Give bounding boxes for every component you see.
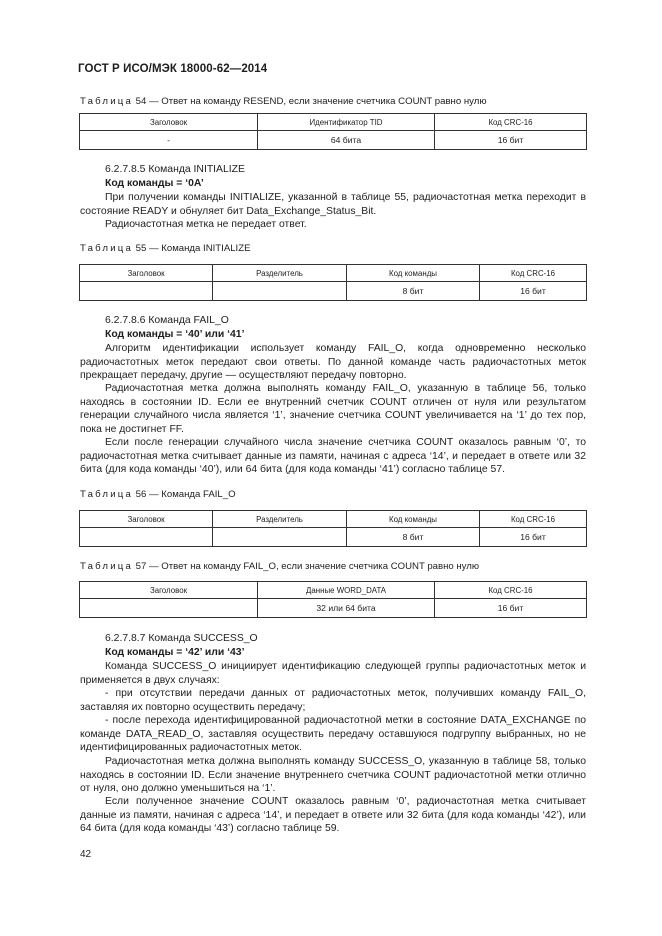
paragraph: - при отсутствии передачи данных от радиочастотных меток, получивших команду FAIL_O, заставляя их повторно осуществить передачу; bbox=[80, 688, 586, 713]
table-54 bbox=[79, 113, 587, 150]
table-cell bbox=[80, 528, 213, 547]
paragraph: Радиочастотная метка не передает ответ. bbox=[105, 219, 307, 230]
header-cell: Идентификатор TID bbox=[258, 114, 435, 131]
table-cell: 32 или 64 бита bbox=[258, 599, 435, 618]
command-code: Код команды = ‘0A’ bbox=[105, 178, 204, 189]
header-cell: Заголовок bbox=[80, 265, 213, 282]
table-cell bbox=[80, 599, 258, 618]
table-row bbox=[80, 282, 587, 301]
header-cell: Разделитель bbox=[213, 265, 347, 282]
header-cell: Данные WORD_DATA bbox=[258, 582, 435, 599]
header-cell: Код CRC-16 bbox=[480, 511, 587, 528]
table-cell bbox=[80, 282, 213, 301]
table-row bbox=[80, 528, 587, 547]
header-cell: Код CRC-16 bbox=[480, 265, 587, 282]
table-57 bbox=[79, 581, 587, 618]
caption-prefix: Таблица bbox=[80, 96, 134, 107]
paragraph: Радиочастотная метка должна выполнять команду FAIL_O, указанную в таблице 56, только находясь в состоянии ID. Если ее внутренний счетчик COUNT отличен от нуля или результатом генерации случайного числа является ‘1’, значение счетчика COUNT увеличивается на ‘1’ до тех пор, пока не достигнет FF. bbox=[80, 383, 586, 435]
table-cell: 16 бит bbox=[435, 131, 587, 150]
table-cell: 16 бит bbox=[480, 282, 587, 301]
caption-prefix: Таблица bbox=[80, 561, 134, 572]
caption-text: 55 — Команда INITIALIZE bbox=[133, 243, 251, 254]
table-row bbox=[80, 599, 587, 618]
header-cell: Заголовок bbox=[80, 582, 258, 599]
paragraph: Если полученное значение COUNT оказалось равным ‘0’, радиочастотная метка считывает данные из памяти, начиная с адреса ‘14’, и передает в ответе или 32 бита (для кода команды ‘42’), или 64 бита (для кода команды ‘43’) согласно таблице 59. bbox=[80, 796, 586, 835]
table-cell: 16 бит bbox=[480, 528, 587, 547]
paragraph: Радиочастотная метка должна выполнять команду SUCCESS_O, указанную в таблице 58, только находясь в состоянии ID. Если значение внутреннего счетчика COUNT радиочастотной метки отлично от нуля, оно должно уменьшиться на ‘1’. bbox=[80, 756, 586, 795]
document-header: ГОСТ Р ИСО/МЭК 18000-62—2014 bbox=[78, 63, 268, 75]
table-header-row bbox=[80, 511, 587, 528]
caption-text: 57 — Ответ на команду FAIL_O, если значение счетчика COUNT равно нулю bbox=[133, 561, 480, 572]
table-56 bbox=[79, 510, 587, 547]
paragraph: При получении команды INITIALIZE, указанной в таблице 55, радиочастотная метка переходит в состояние READY и обнуляет бит Data_Exchange_Status_Bit. bbox=[80, 192, 586, 217]
header-cell: Код CRC-16 bbox=[435, 114, 587, 131]
table-57-caption bbox=[80, 561, 479, 572]
paragraph: - после перехода идентифицированной радиочастотной метки в состояние DATA_EXCHANGE по команде DATA_READ_O, заставляя осуществить передачу оставшуюся подгруппу выбранных, но не идентифицированных радиочастотных меток. bbox=[80, 715, 586, 754]
header-cell: Заголовок bbox=[80, 511, 213, 528]
table-cell: 8 бит bbox=[347, 528, 480, 547]
table-header-row bbox=[80, 265, 587, 282]
header-cell: Код команды bbox=[347, 265, 480, 282]
caption-text: 54 — Ответ на команду RESEND, если значение счетчика COUNT равно нулю bbox=[133, 96, 487, 107]
header-cell: Код CRC-16 bbox=[435, 582, 587, 599]
table-cell bbox=[213, 282, 347, 301]
section-heading: 6.2.7.8.5 Команда INITIALIZE bbox=[105, 164, 245, 175]
table-cell: 8 бит bbox=[347, 282, 480, 301]
paragraph: Если после генерации случайного числа значение счетчика COUNT оказалось равным ‘0’, то радиочастотная метка считывает данные из памяти, начиная с адреса ‘14’, и передает в ответе или 32 бита (для кода команды ‘40’), или 64 бита (для кода команды ‘41’) согласно таблице 57. bbox=[80, 437, 586, 476]
caption-prefix: Таблица bbox=[80, 243, 134, 254]
paragraph: Команда SUCCESS_O инициирует идентификацию следующей группы радиочастотных меток и применяется в двух случаях: bbox=[80, 661, 586, 686]
table-cell: - bbox=[80, 131, 258, 150]
header-cell: Заголовок bbox=[80, 114, 258, 131]
command-code: Код команды = ‘42’ или ‘43’ bbox=[105, 647, 245, 658]
header-cell: Код команды bbox=[347, 511, 480, 528]
table-55-caption bbox=[80, 243, 250, 254]
section-heading: 6.2.7.8.6 Команда FAIL_O bbox=[105, 315, 229, 326]
caption-text: 56 — Команда FAIL_O bbox=[133, 489, 236, 500]
table-cell bbox=[213, 528, 347, 547]
table-55 bbox=[79, 264, 587, 301]
table-header-row bbox=[80, 582, 587, 599]
caption-prefix: Таблица bbox=[80, 489, 134, 500]
page-number: 42 bbox=[80, 849, 92, 860]
table-56-caption bbox=[80, 489, 236, 500]
table-header-row bbox=[80, 114, 587, 131]
table-row bbox=[80, 131, 587, 150]
paragraph: Алгоритм идентификации использует команду FAIL_O, когда одновременно несколько радиочастотных меток передают свои ответы. По данной команде часть радиочастотных меток прекращает передачу, другие — осуществляют передачу повторно. bbox=[80, 343, 586, 382]
table-cell: 16 бит bbox=[435, 599, 587, 618]
header-cell: Разделитель bbox=[213, 511, 347, 528]
table-cell: 64 бита bbox=[258, 131, 435, 150]
section-heading: 6.2.7.8.7 Команда SUCCESS_O bbox=[105, 633, 258, 644]
command-code: Код команды = ‘40’ или ‘41’ bbox=[105, 329, 245, 340]
table-54-caption bbox=[80, 96, 487, 107]
